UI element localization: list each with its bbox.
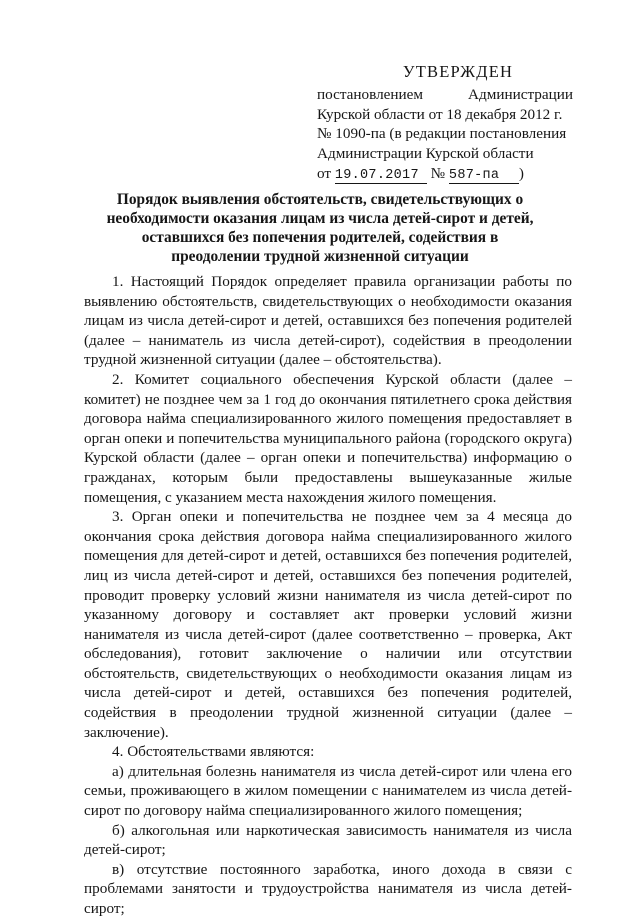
paragraph-4b: б) алкогольная или наркотическая зависимость нанимателя из числа детей-сирот;: [84, 821, 572, 859]
paragraph-4a: а) длительная болезнь нанимателя из числа детей-сирот или члена его семьи, проживающего в жилом помещении с нанимателем из числа детей-сирот по договору найма специализированного жилого помещения;: [84, 762, 572, 820]
approval-block: [317, 62, 573, 184]
approval-line-3: № 1090-па (в редакции постановления: [317, 125, 567, 143]
paragraph-3: 3. Орган опеки и попечительства не позднее чем за 4 месяца до окончания срока действия договора найма специализированного жилого помещения для детей-сирот и детей, оставшихся без попечения родителей, лиц из числа детей-сирот и детей, оставшихся без попечения родителей, проводит проверку условий жизни нанимателя из числа детей-сирот по указанному договору и составляет акт проверки условий жизни нанимателя из числа детей-сирот (далее соответственно – проверка, Акт обследования), готовит заключение о наличии или отсутствии обстоятельств, свидетельствующих о необходимости оказания лицам из числа детей-сирот и детей, оставшихся без попечения родителей, содействия в преодолении трудной жизненной ситуации (далее – заключение).: [84, 508, 572, 741]
approval-heading: УТВЕРЖДЕН: [402, 62, 514, 81]
approval-line-1: постановлением Администрации: [317, 86, 573, 104]
date-field: [335, 166, 427, 184]
approval-date-line: [317, 164, 573, 184]
document-body: [84, 272, 572, 919]
document-title: Порядок выявления обстоятельств, свидетельствующих о необходимости оказания лицам из числа детей-сирот и детей, оставшихся без попечения родителей, содействия в преодолении трудной жизненной ситуации: [106, 191, 534, 265]
paragraph-2: 2. Комитет социального обеспечения Курской области (далее – комитет) не позднее чем за 1 год до окончания пятилетнего срока действия договора найма специализированного жилого помещения предоставляет в орган опеки и попечительства муниципального района (городского округа) Курской области (далее – орган опеки и попечительства) информацию о гражданах, которым были предоставлены вышеуказанные жилые помещения, с указанием места нахождения жилого помещения.: [84, 370, 572, 506]
number-field: [449, 166, 519, 184]
date-prefix: от: [317, 165, 332, 183]
approval-line-4: Администрации Курской области: [317, 144, 534, 162]
paragraph-4: 4. Обстоятельствами являются:: [112, 743, 315, 761]
paragraph-1: 1. Настоящий Порядок определяет правила организации работы по выявлению обстоятельств, свидетельствующих о необходимости оказания лицам из числа детей-сирот и детей, оставшихся без попечения родителей (далее – наниматель из числа детей-сирот), содействия в преодолении трудной жизненной ситуации (далее – обстоятельства).: [84, 273, 572, 369]
number-prefix: №: [430, 165, 446, 183]
approval-line-2: Курской области от 18 декабря 2012 г.: [317, 105, 563, 123]
date-value: 19.07.2017: [334, 168, 419, 184]
paragraph-4c: в) отсутствие постоянного заработка, иного дохода в связи с проблемами занятости и трудоустройства нанимателя из числа детей-сирот;: [84, 860, 572, 917]
number-value: 587-па: [448, 168, 500, 184]
closing-paren: ): [518, 165, 524, 183]
